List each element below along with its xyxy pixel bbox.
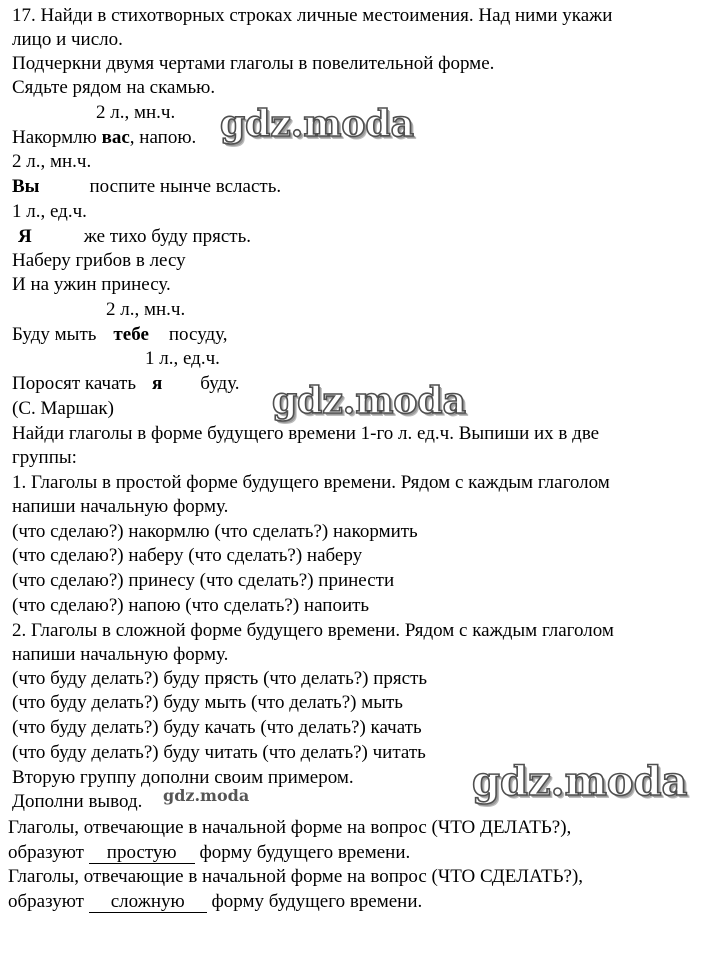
pronoun-ya-2: я (152, 373, 163, 394)
conclusion-sentence-1: Глаголы, отвечающие в начальной форме на вопрос (ЧТО ДЕЛАТЬ?), (8, 817, 572, 838)
pronoun-vy: Вы (12, 176, 40, 197)
conclusion-sentence-1-cont: образуют простую форму будущего времени. (8, 842, 411, 863)
group2-title-cont: напиши начальную форму. (12, 644, 229, 665)
poem-line-1: Сядьте рядом на скамью. (12, 77, 216, 98)
task2-intro: Найди глаголы в форме будущего времени 1-го л. ед.ч. Выпиши их в две (12, 423, 600, 444)
pronoun-ya: Я (18, 226, 32, 247)
task-title: 17. Найди в стихотворных строках личные местоимения. Над ними укажи (12, 5, 613, 26)
poem-line-2: Накормлю вас, напою. (12, 127, 197, 148)
annotation-1: 2 л., мн.ч. (96, 102, 176, 123)
pronoun-vas: вас (101, 127, 130, 148)
group1-item: (что сделаю?) накормлю (что сделать?) накормить (12, 521, 418, 542)
annotation-2: 2 л., мн.ч. (12, 151, 92, 172)
watermark-logo: gdz.moda (472, 758, 688, 805)
group2-item: (что буду делать?) буду прясть (что делать?) прясть (12, 668, 428, 689)
group1-item: (что сделаю?) наберу (что сделать?) наберу (12, 545, 363, 566)
group1-title: 1. Глаголы в простой форме будущего времени. Рядом с каждым глаголом (12, 472, 610, 493)
conclusion-title: Дополни вывод. (12, 791, 143, 812)
watermark-logo: gdz.moda (220, 103, 414, 145)
group1-title-cont: напиши начальную форму. (12, 496, 229, 517)
poem-line-3: Вы поспите нынче всласть. (12, 176, 282, 197)
poem-line-7: Буду мыть тебе посуду, (12, 324, 228, 345)
poem-line-5: Наберу грибов в лесу (12, 250, 186, 271)
answer-blank-2: сложную (89, 892, 207, 913)
watermark-logo: gdz.moda (272, 380, 466, 422)
watermark-small: gdz.moda (163, 786, 250, 805)
task-instruction: Подчеркни двумя чертами глаголы в повелительной форме. (12, 53, 495, 74)
group1-item: (что сделаю?) принесу (что сделать?) принести (12, 570, 395, 591)
annotation-5: 1 л., ед.ч. (145, 348, 220, 369)
pronoun-tebe: тебе (113, 324, 149, 345)
poem-author: (С. Маршак) (12, 398, 114, 419)
answer-blank-1: простую (89, 843, 195, 864)
task2-intro-cont: группы: (12, 447, 77, 468)
annotation-4: 2 л., мн.ч. (106, 299, 186, 320)
conclusion-sentence-2: Глаголы, отвечающие в начальной форме на вопрос (ЧТО СДЕЛАТЬ?), (8, 866, 584, 887)
annotation-3: 1 л., ед.ч. (12, 201, 87, 222)
group2-title: 2. Глаголы в сложной форме будущего времени. Рядом с каждым глаголом (12, 620, 614, 641)
poem-line-4: Я же тихо буду прясть. (18, 226, 252, 247)
conclusion-sentence-2-cont: образуют сложную форму будущего времени. (8, 891, 423, 912)
supplement-note: Вторую группу дополни своим примером. (12, 767, 354, 788)
group1-item: (что сделаю?) напою (что сделать?) напоить (12, 595, 370, 616)
task-title-cont: лицо и число. (12, 29, 123, 50)
poem-line-6: И на ужин принесу. (12, 274, 171, 295)
group2-item: (что буду делать?) буду мыть (что делать?) мыть (12, 692, 403, 713)
poem-line-8: Поросят качать я буду. (12, 373, 240, 394)
group2-item: (что буду делать?) буду качать (что делать?) качать (12, 717, 422, 738)
group2-item: (что буду делать?) буду читать (что делать?) читать (12, 742, 426, 763)
